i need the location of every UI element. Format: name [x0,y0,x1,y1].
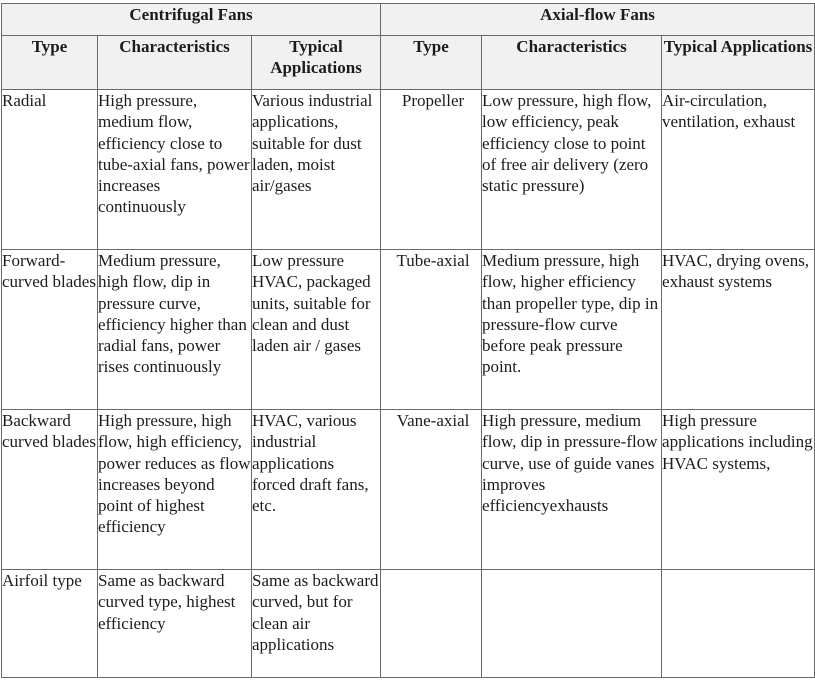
col-header-centrifugal-characteristics: Characteristics [98,36,252,90]
col-header-axial-characteristics: Characteristics [482,36,662,90]
cell-axial-applications [662,570,815,678]
cell-centrifugal-type: Forward-curved blades [2,250,98,410]
cell-axial-characteristics: High pressure, medium flow, dip in pressure-flow curve, use of guide vanes improves efficiencyexhausts [482,410,662,570]
cell-axial-characteristics [482,570,662,678]
col-header-axial-applications: Typical Applications [662,36,815,90]
cell-centrifugal-applications: Same as backward curved, but for clean air applications [252,570,381,678]
cell-axial-type [381,570,482,678]
table-row [2,570,815,678]
cell-centrifugal-type: Airfoil type [2,570,98,678]
column-header-row [2,36,815,90]
cell-centrifugal-characteristics: High pressure, high flow, high efficiency, power reduces as flow increases beyond point of highest efficiency [98,410,252,570]
cell-centrifugal-characteristics: High pressure, medium flow, efficiency close to tube-axial fans, power increases continuously [98,90,252,250]
table-row [2,410,815,570]
cell-axial-applications: HVAC, drying ovens, exhaust systems [662,250,815,410]
fan-comparison-table [1,3,815,678]
cell-axial-characteristics: Low pressure, high flow, low efficiency, peak efficiency close to point of free air delivery (zero static pressure) [482,90,662,250]
cell-centrifugal-type: Radial [2,90,98,250]
axial-group-header: Axial-flow Fans [381,4,815,36]
cell-centrifugal-applications: HVAC, various industrial applications forced draft fans, etc. [252,410,381,570]
cell-axial-applications: Air-circulation, ventilation, exhaust [662,90,815,250]
cell-centrifugal-applications: Various industrial applications, suitable for dust laden, moist air/gases [252,90,381,250]
cell-axial-type: Vane-axial [381,410,482,570]
cell-axial-type: Propeller [381,90,482,250]
col-header-centrifugal-type: Type [2,36,98,90]
group-header-row [2,4,815,36]
col-header-axial-type: Type [381,36,482,90]
cell-axial-characteristics: Medium pressure, high flow, higher efficiency than propeller type, dip in pressure-flow curve before peak pressure point. [482,250,662,410]
cell-centrifugal-characteristics: Medium pressure, high flow, dip in pressure curve, efficiency higher than radial fans, power rises continuously [98,250,252,410]
cell-axial-applications: High pressure applications including HVAC systems, [662,410,815,570]
col-header-centrifugal-applications: Typical Applications [252,36,381,90]
cell-centrifugal-type: Backward curved blades [2,410,98,570]
cell-centrifugal-characteristics: Same as backward curved type, highest efficiency [98,570,252,678]
cell-centrifugal-applications: Low pressure HVAC, packaged units, suitable for clean and dust laden air / gases [252,250,381,410]
centrifugal-group-header: Centrifugal Fans [2,4,381,36]
cell-axial-type: Tube-axial [381,250,482,410]
table-row [2,250,815,410]
table-row [2,90,815,250]
